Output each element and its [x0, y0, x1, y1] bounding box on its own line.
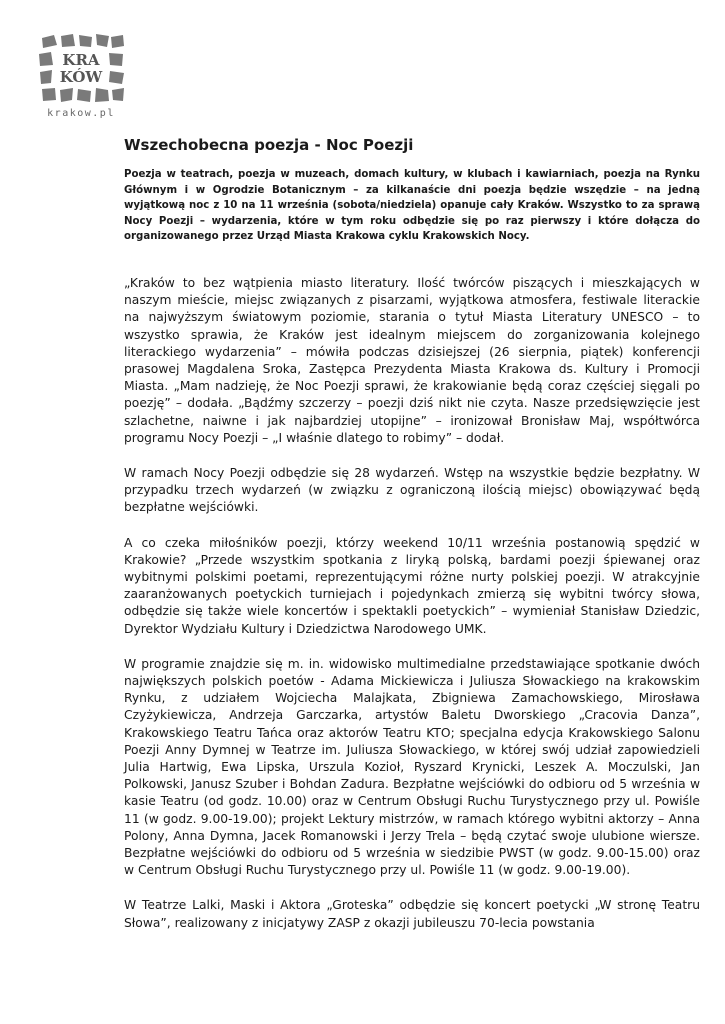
logo-mark [37, 32, 127, 112]
article [124, 136, 700, 950]
logo-text-line1: KRA [62, 51, 100, 69]
krakow-logo[interactable] [37, 32, 127, 122]
article-paragraph-2: W ramach Nocy Poezji odbędzie się 28 wydarzeń. Wstęp na wszystkie będzie bezpłatny. W przypadku trzech wydarzeń (w związku z ograniczoną ilością miejsc) obowiązywać będą bezpłatne wejściówki. [124, 466, 700, 515]
article-title: Wszechobecna poezja - Noc Poezji [124, 136, 414, 154]
article-paragraph-5: W Teatrze Lalki, Maski i Aktora „Groteska” odbędzie się koncert poetycki „W stronę Teatru Słowa”, realizowany z inicjatywy ZASP z okazji jubileuszu 70-lecia powstania [124, 898, 700, 930]
logo-site-text: krakow.pl [47, 108, 115, 119]
article-paragraph-1: „Kraków to bez wątpienia miasto literatury. Ilość twórców piszących i mieszkających w naszym mieście, miejsc związanych z pisarzami, wyjątkowa atmosfera, festiwale literackie na najwyższym światowym poziomie, starania o tytuł Miasta Literatury UNESCO – to wszystko sprawia, że Kraków jest idealnym miejscem do zorganizowania kolejnego literackiego wydarzenia” – mówiła podczas dzisiejszej (26 sierpnia, piątek) konferencji prasowej Magdalena Sroka, Zastępca Prezydenta Miasta Krakowa ds. Kultury i Promocji Miasta. „Mam nadzieję, że Noc Poezji sprawi, że krakowianie będą coraz częściej sięgali po poezję” – dodała. „Bądźmy szczerzy – poezji dziś nikt nie czyta. Nasze przedsięwzięcie jest szlachetne, naiwne i jak najbardziej utopijne” – ironizował Bronisław Maj, współtwórca programu Nocy Poezji – „I właśnie dlatego to robimy” – dodał. [124, 275, 700, 445]
article-paragraph-3: A co czeka miłośników poezji, którzy weekend 10/11 września postanowią spędzić w Krakowie? „Przede wszystkim spotkania z liryką polską, bardami poezji śpiewanej oraz wybitnymi polskimi poetami, reprezentującymi różne nurty polskiej poezji. W atrakcyjnie zaaranżowanych poetyckich turniejach i pojedynkach zmierzą się wybitni twórcy słowa, odbędzie się także wiele koncertów i spektakli poetyckich” – wymieniał Stanisław Dziedzic, Dyrektor Wydziału Kultury i Dziedzictwa Narodowego UMK. [124, 535, 700, 636]
article-paragraph-4: W programie znajdzie się m. in. widowisko multimedialne przedstawiające spotkanie dwóch największych polskich poetów - Adama Mickiewicza i Juliusza Słowackiego na krakowskim Rynku, z udziałem Wojciecha Malajkata, Zbigniewa Zamachowskiego, Mirosława Czyżykiewicza, Andrzeja Garczarka, artystów Baletu Dworskiego „Cracovia Danza”, Krakowskiego Teatru Tańca oraz aktorów Teatru KTO; specjalna edycja Krakowskiego Salonu Poezji Anny Dymnej w Teatrze im. Juliusza Słowackiego, w której swój udział zapowiedzieli Julia Hartwig, Ewa Lipska, Urszula Kozioł, Ryszard Krynicki, Leszek A. Moczulski, Jan Polkowski, Janusz Szuber i Bohdan Zadura. Bezpłatne wejściówki do odbioru od 5 września w kasie Teatru (od godz. 10.00) oraz w Centrum Obsługi Ruchu Turystycznego przy ul. Powiśle 11 (w godz. 9.00-19.00); projekt Lektury mistrzów, w ramach którego wybitni aktorzy – Anna Polony, Anna Dymna, Jacek Romanowski i Jerzy Trela – będą czytać swoje ulubione wiersze. Bezpłatne wejściówki do odbioru od 5 września w siedzibie PWST (w godz. 9.00-15.00) oraz w Centrum Obsługi Ruchu Turystycznego przy ul. Powiśle 11 (w godz. 9.00-19.00). [124, 656, 700, 878]
logo-text-line2: KÓW [59, 68, 103, 86]
article-lead: Poezja w teatrach, poezja w muzeach, domach kultury, w klubach i kawiarniach, poezja na Rynku Głównym i w Ogrodzie Botanicznym – za kilkanaście dni poezja będzie wszędzie – na jedną wyjątkową noc z 10 na 11 września (sobota/niedziela) opanuje cały Kraków. Wszystko to za sprawą Nocy Poezji – wydarzenia, które w tym roku odbędzie się po raz pierwszy i które dołącza do organizowanego przez Urząd Miasta Krakowa cyklu Krakowskich Nocy. [124, 169, 700, 243]
